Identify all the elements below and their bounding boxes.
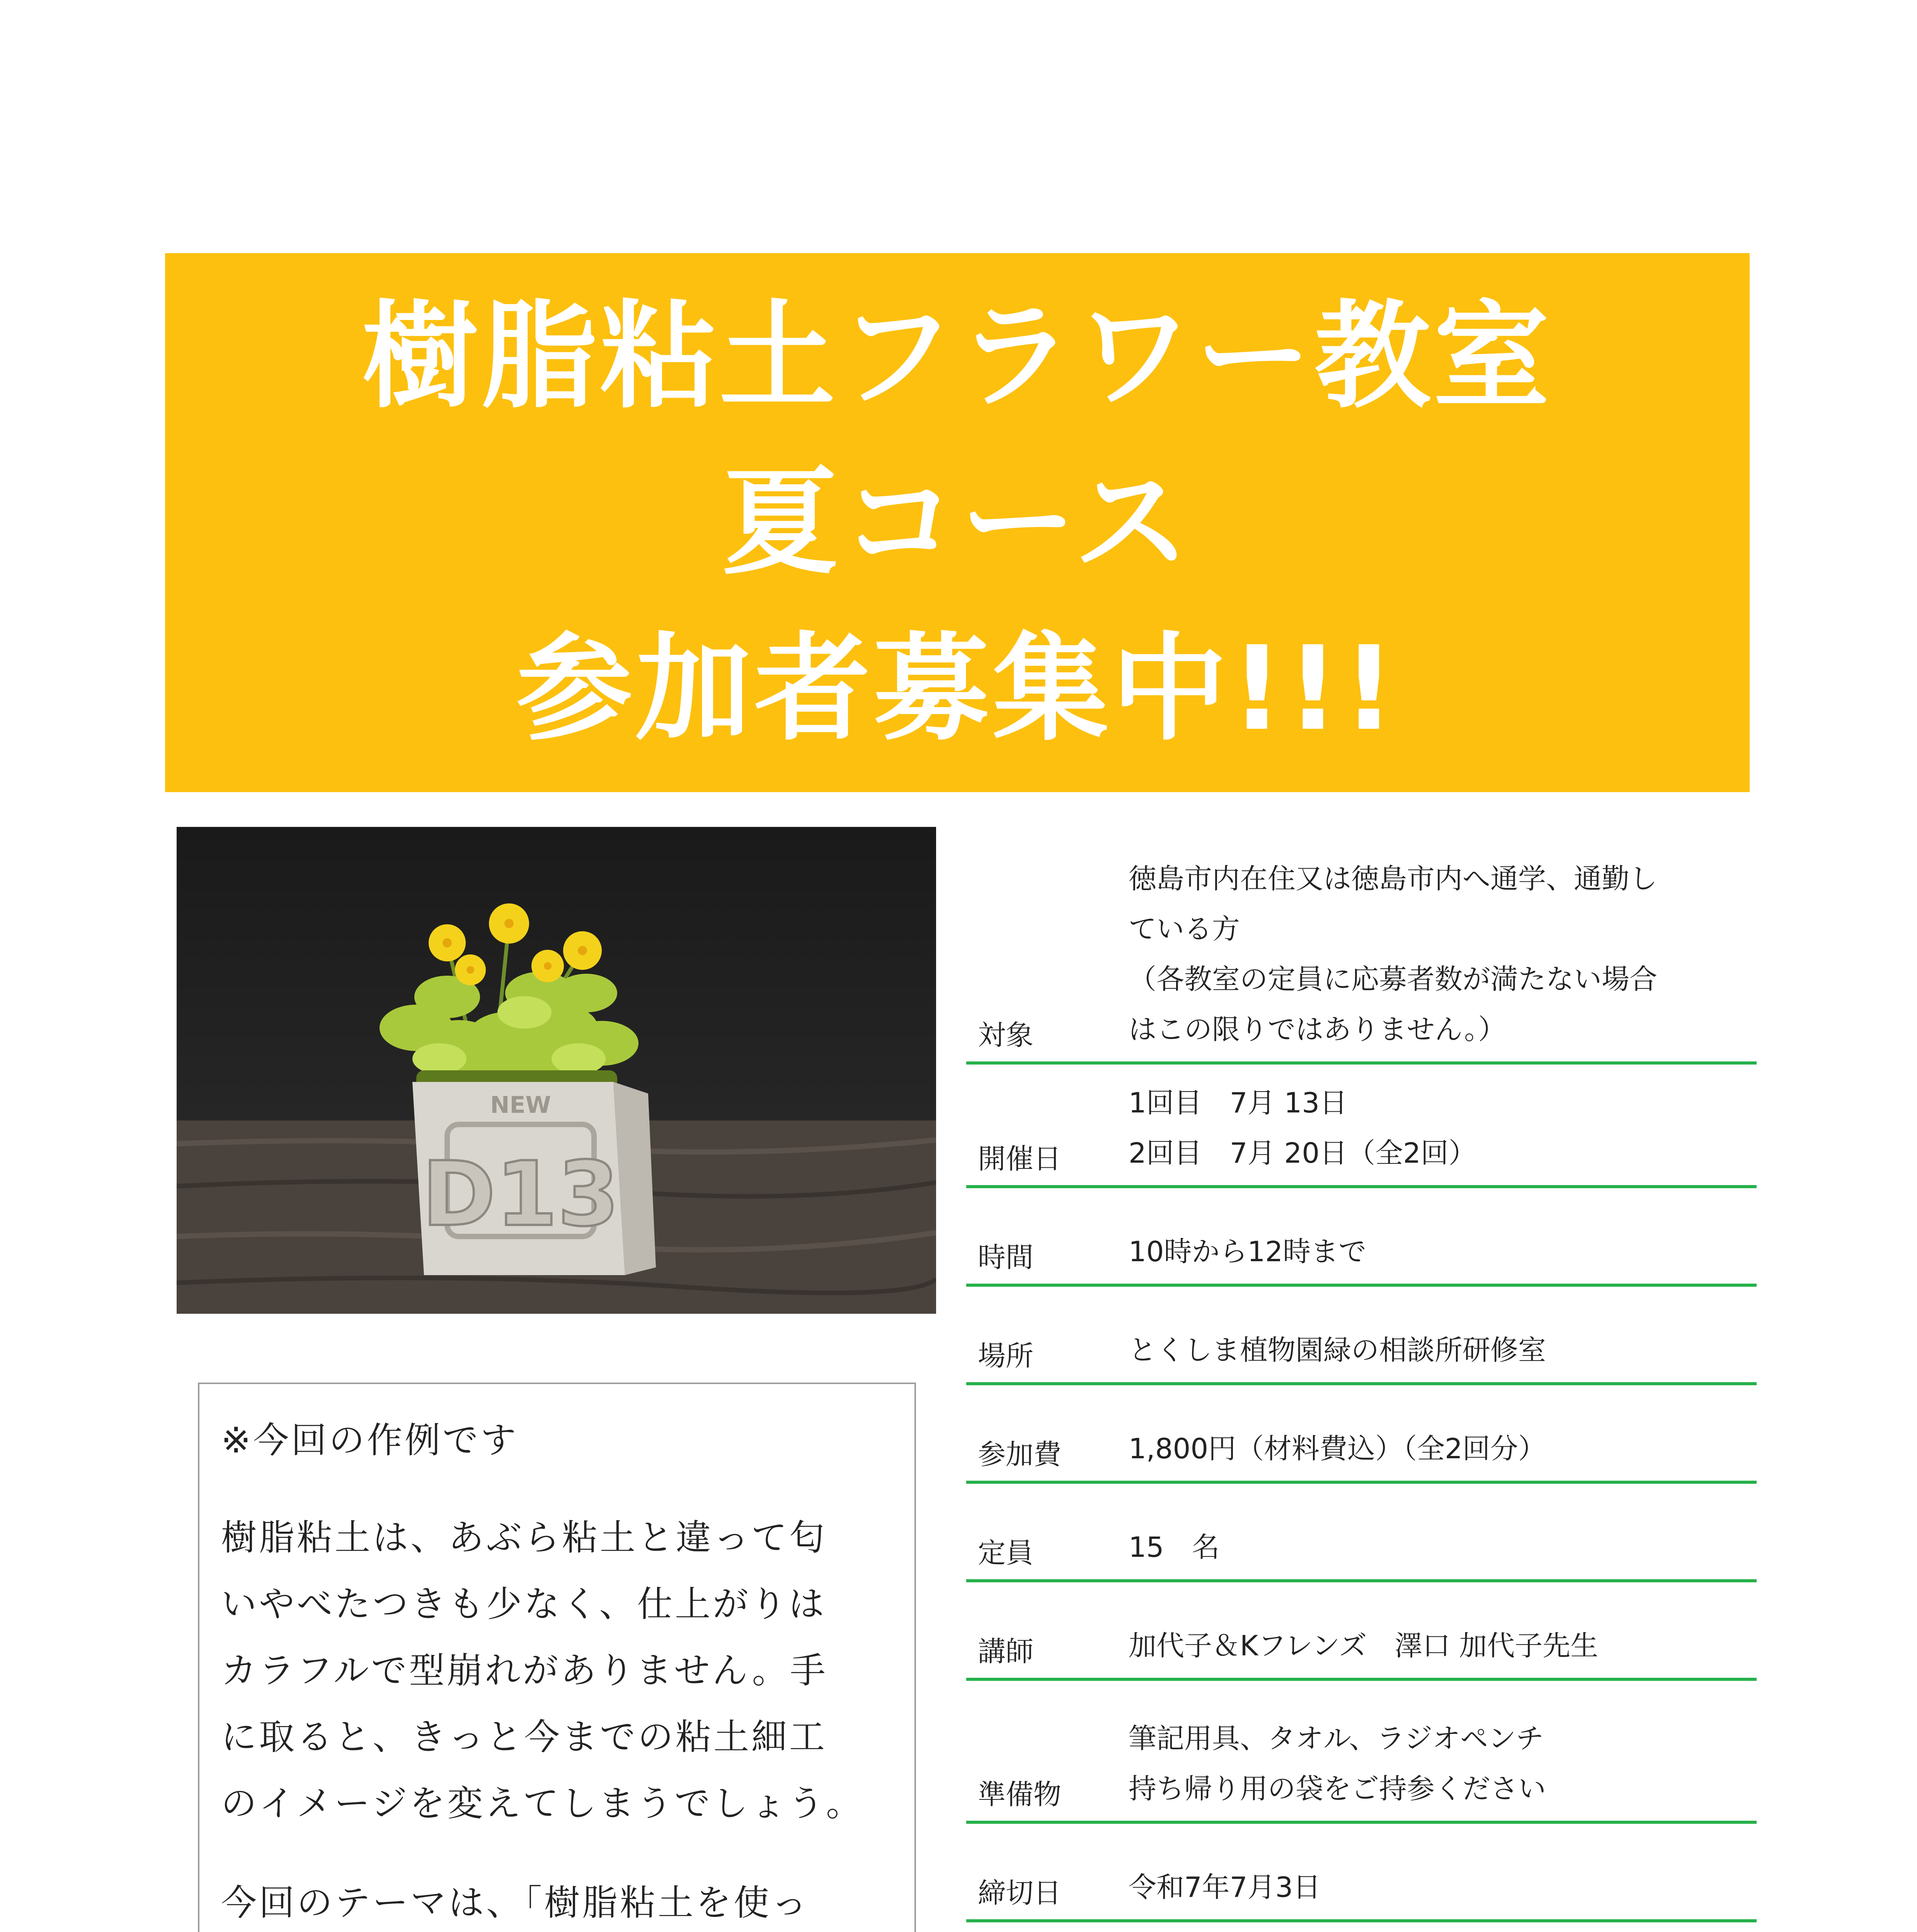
- instructor-value: 加代子＆Kフレンズ 澤口 加代子先生: [1129, 1629, 1599, 1662]
- date-value: 1回目 7月 13日 2回目 7月 20日（全2回）: [1129, 1087, 1476, 1169]
- row-deadline: [966, 1824, 1757, 1922]
- place-label: 場所: [978, 1340, 1034, 1372]
- row-capacity: [966, 1484, 1757, 1582]
- date-label: 開催日: [978, 1143, 1062, 1175]
- target-value: 徳島市内在住又は徳島市内へ通学、通勤し ている方 （各教室の定員に応募者数が満たない場合 はこの限りではありません。）: [1129, 862, 1658, 1046]
- row-date: [966, 1065, 1757, 1188]
- title-line-1: 樹脂粘土フラワー教室: [362, 289, 1553, 424]
- planter-number-text: D13: [422, 1143, 620, 1246]
- row-time: [966, 1188, 1757, 1287]
- description-paragraph-1: 樹脂粘土は、あぶら粘土と違って匂 いやべたつきも少なく、仕上がりは カラフルで型崩れがありません。手 に取ると、きっと今までの粘土細工 のイメージを変えてしまうでしょう。: [221, 1517, 864, 1824]
- title-line-2: 夏コース: [722, 455, 1193, 590]
- time-label: 時間: [978, 1241, 1034, 1274]
- deadline-label: 締切日: [978, 1877, 1062, 1909]
- row-notes: [966, 1922, 1757, 1932]
- fee-value: 1,800円（材料費込）（全2回分）: [1129, 1432, 1546, 1465]
- photo-caption: ※今回の作例です: [221, 1420, 519, 1461]
- time-value: 10時から12時まで: [1129, 1235, 1367, 1268]
- capacity-label: 定員: [978, 1537, 1034, 1569]
- row-place: [966, 1287, 1757, 1385]
- planter-small-text: NEW: [490, 1092, 551, 1119]
- deadline-value: 令和7年7月3日: [1129, 1871, 1321, 1903]
- row-items: [966, 1681, 1757, 1824]
- fee-label: 参加費: [978, 1438, 1062, 1471]
- target-label: 対象: [978, 1019, 1034, 1051]
- description-paragraph-2: 今回のテーマは、「樹脂粘土を使っ: [221, 1882, 810, 1923]
- items-label: 準備物: [978, 1778, 1062, 1811]
- instructor-label: 講師: [978, 1635, 1034, 1668]
- sample-work-photo: [177, 827, 936, 1314]
- items-value: 筆記用具、タオル、ラジオペンチ 持ち帰り用の袋をご持参ください: [1129, 1722, 1546, 1805]
- row-instructor: [966, 1582, 1757, 1681]
- flower-planter-illustration: [177, 827, 936, 1314]
- place-value: とくしま植物園緑の相談所研修室: [1129, 1334, 1546, 1366]
- title-banner: [165, 253, 1750, 792]
- row-target: [966, 840, 1757, 1065]
- row-fee: [966, 1385, 1757, 1484]
- title-line-3: 参加者募集中!!!: [516, 621, 1399, 756]
- description-box: [198, 1383, 916, 1932]
- capacity-value: 15 名: [1129, 1531, 1220, 1563]
